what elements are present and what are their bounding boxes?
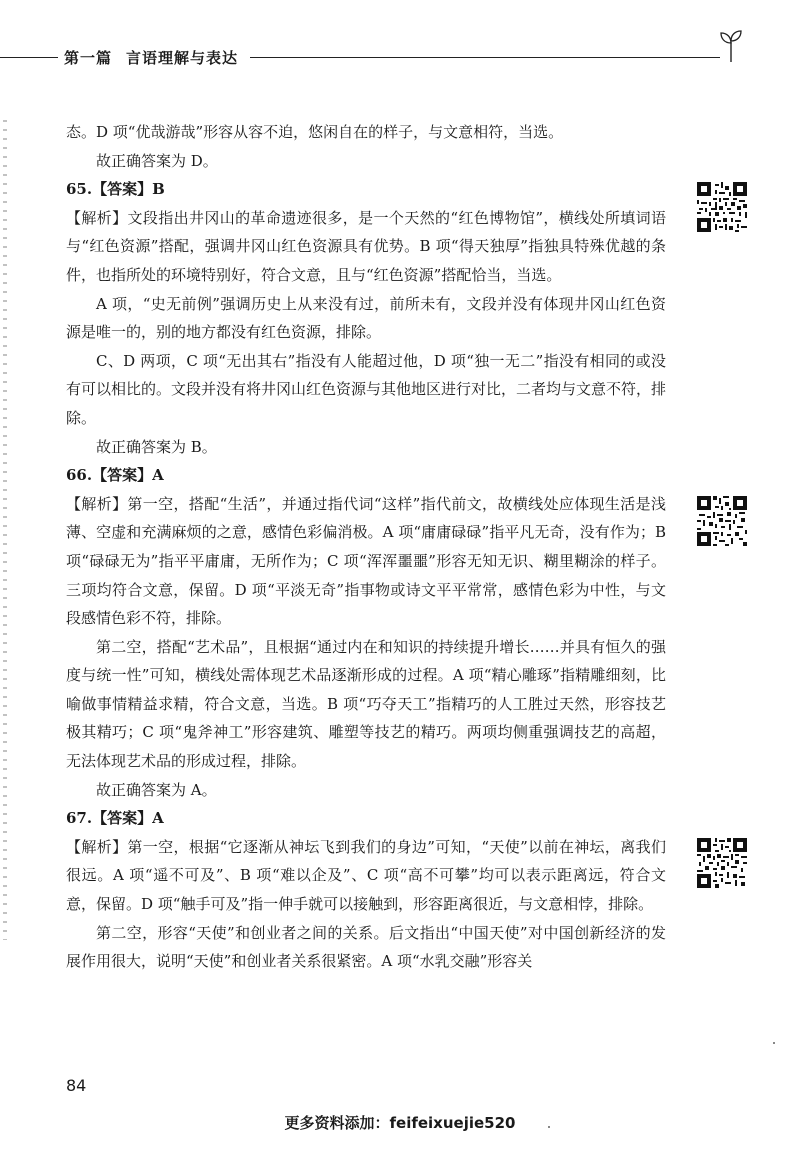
paragraph: A 项，“史无前例”强调历史上从来没有过，前所未有，文段并没有体现井冈山红色资源是唯一的，别的地方都没有红色资源，排除。 <box>66 294 666 342</box>
answer-conclusion: 故正确答案为 D。 <box>96 151 218 170</box>
analysis-paragraph: 【解析】第一空，搭配“生活”，并通过指代词“这样”指代前文，故横线处应体现生活是浅薄、空虚和充满麻烦的之意，感情色彩偏消极。A 项“庸庸碌碌”指平凡无奇，没有作为；B 项“碌碌无为”指平平庸庸，无所作为；C 项“浑浑噩噩”形容无知无识、糊里糊涂的样子。三项均符合文意，保留。D 项“平淡无奇”指事物或诗文平平常常，感情色彩为中性，与文段感情色彩不符，排除。 <box>66 494 666 628</box>
answer-heading-67: 67.【答案】A <box>66 809 164 828</box>
page-number: 84 <box>66 1076 87 1095</box>
paragraph: 第二空，形容“天使”和创业者之间的关系。后文指出“中国天使”对中国创新经济的发展作用很大，说明“天使”和创业者关系很紧密。A 项“水乳交融”形容关 <box>66 923 666 971</box>
header-rule-left <box>0 57 58 58</box>
scan-speck <box>548 1126 550 1128</box>
qr-code-icon[interactable] <box>697 838 747 888</box>
analysis-paragraph: 【解析】文段指出井冈山的革命遗迹很多，是一个天然的“红色博物馆”，横线处所填词语与“红色资源”搭配，强调井冈山红色资源具有优势。B 项“得天独厚”指独具特殊优越的条件，也指所处的环境特别好，符合文意，且与“红色资源”搭配恰当，当选。 <box>66 208 666 284</box>
paragraph: 第二空，搭配“艺术品”，且根据“通过内在和知识的持续提升增长……并具有恒久的强度与统一性”可知，横线处需体现艺术品逐渐形成的过程。A 项“精心雕琢”指精雕细刻，比喻做事情精益求精，符合文意，当选。B 项“巧夺天工”指精巧的人工胜过天然，形容技艺极其精巧；C 项“鬼斧神工”形容建筑、雕塑等技艺的精巧。两项均侧重强调技艺的高超，无法体现艺术品的形成过程，排除。 <box>66 637 666 771</box>
answer-heading-65: 65.【答案】B <box>66 180 165 199</box>
paragraph: 态。D 项“优哉游哉”形容从容不迫，悠闲自在的样子，与文意相符，当选。 <box>66 123 564 141</box>
answer-conclusion: 故正确答案为 A。 <box>96 780 217 799</box>
header-title: 言语理解与表达 <box>126 49 239 67</box>
answer-conclusion: 故正确答案为 B。 <box>96 437 217 456</box>
running-header <box>64 47 238 68</box>
analysis-paragraph: 【解析】第一空，根据“它逐渐从神坛飞到我们的身边”可知，“天使”以前在神坛，离我们很远。A 项“遥不可及”、B 项“难以企及”、C 项“高不可攀”均可以表示距离远，符合文意，保留。D 项“触手可及”指一伸手就可以接触到，形容距离很近，与文意相悖，排除。 <box>66 837 666 914</box>
scan-speck <box>773 1042 775 1044</box>
binding-margin-marks <box>3 120 7 940</box>
paragraph: C、D 两项，C 项“无出其右”指没有人能超过他，D 项“独一无二”指没有相同的或没有可以相比的。文段并没有将井冈山红色资源与其他地区进行对比，二者均与文意不符，排除。 <box>66 351 667 427</box>
header-rule-right <box>250 57 720 58</box>
footer-note: 更多资料添加：feifeixuejie520 <box>284 1114 516 1132</box>
answer-heading-66: 66.【答案】A <box>66 466 164 485</box>
qr-code-icon[interactable] <box>697 496 747 546</box>
header-part: 第一篇 <box>64 49 113 67</box>
qr-code-icon[interactable] <box>697 182 747 232</box>
page-body <box>66 118 666 976</box>
sprout-icon <box>718 28 744 64</box>
